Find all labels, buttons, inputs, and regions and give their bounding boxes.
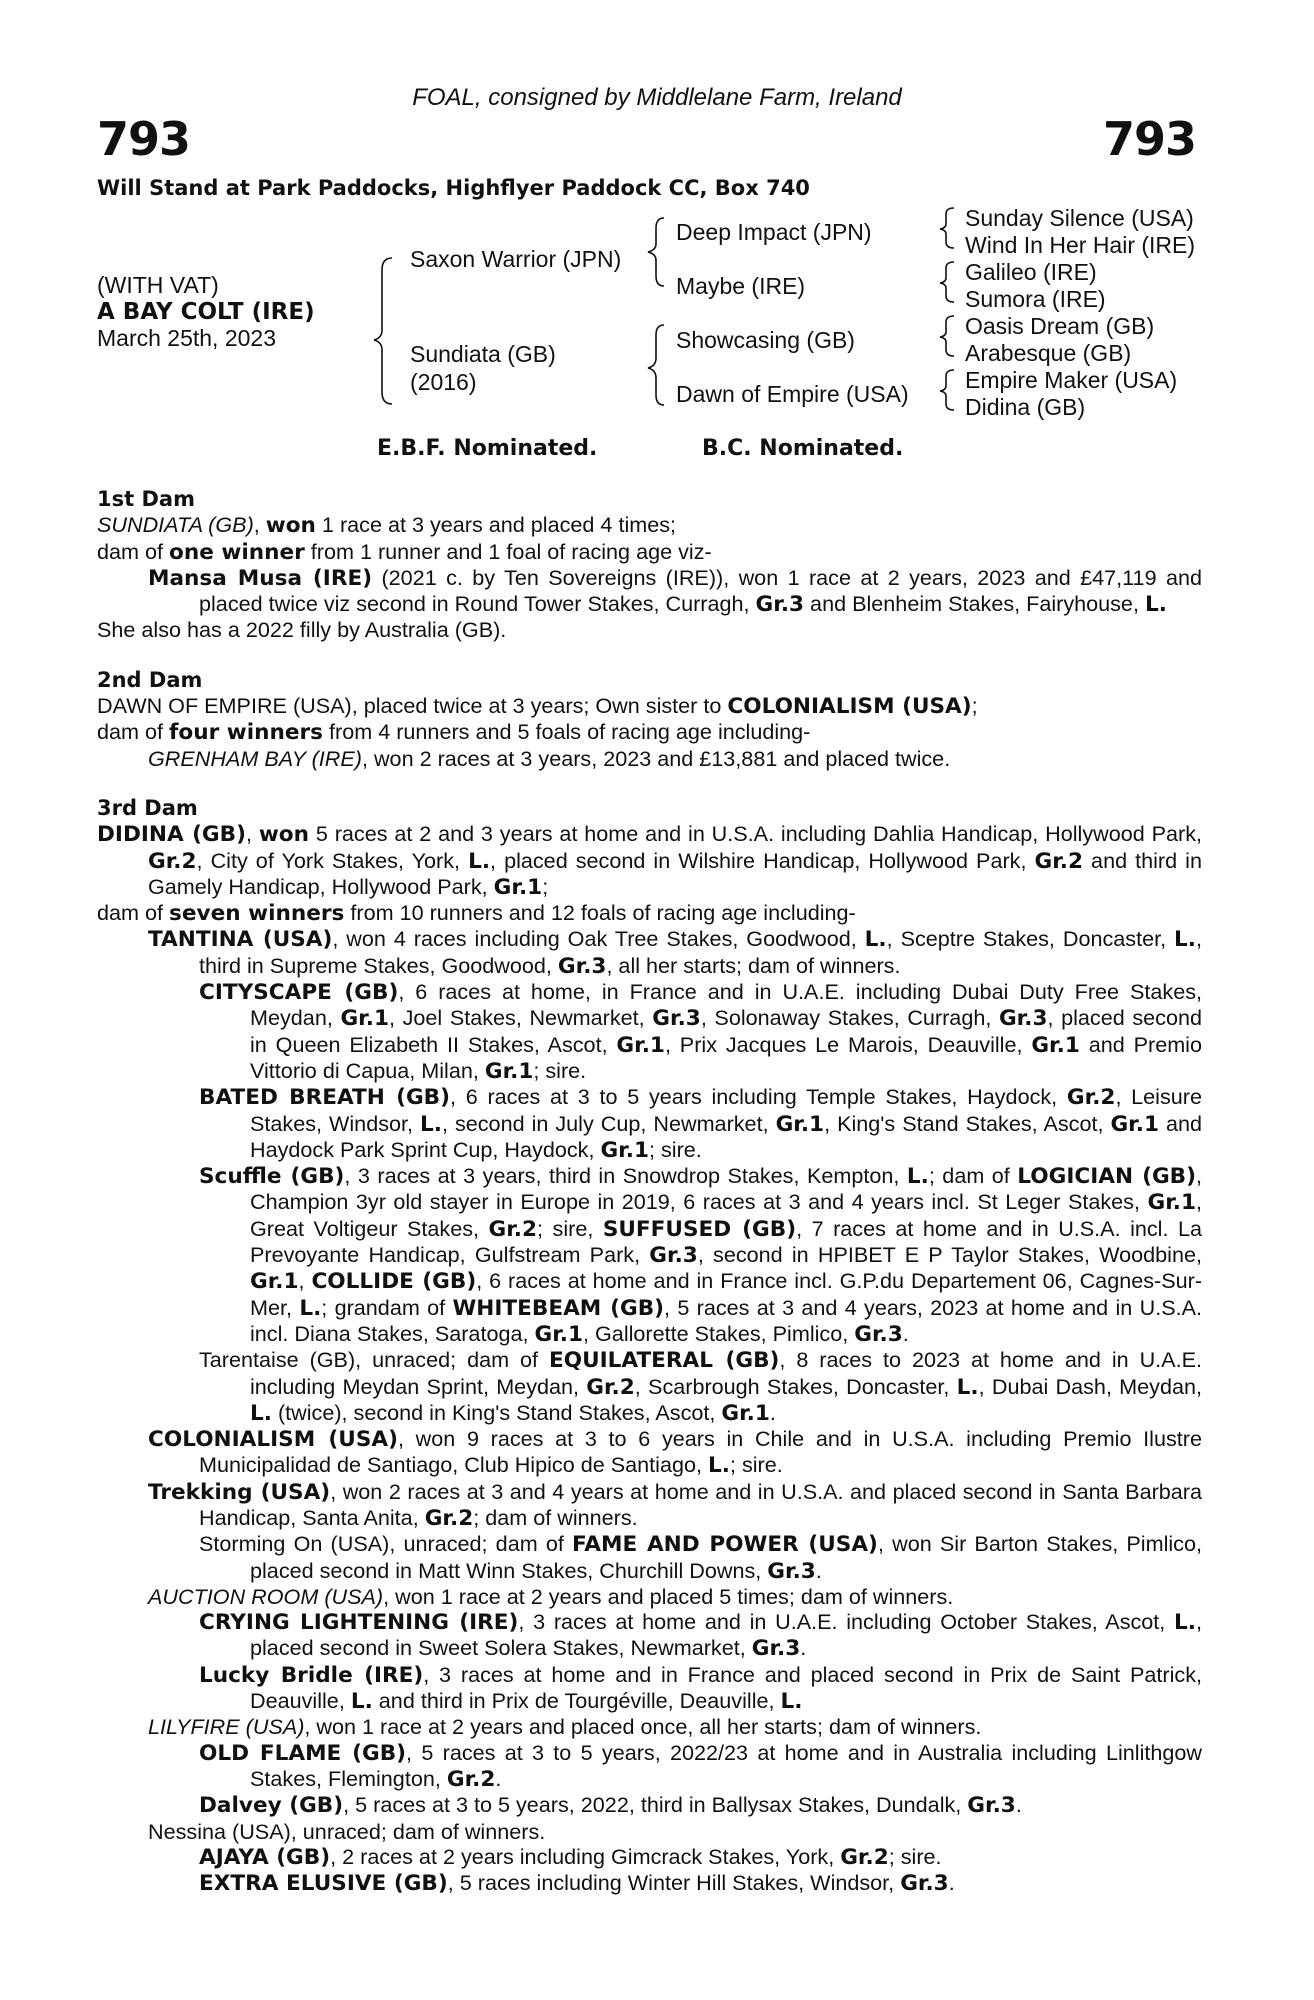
- record-entry: She also has a 2022 filly by Australia (GB).: [97, 617, 507, 643]
- record-entry: Dalvey (GB), 5 races at 3 to 5 years, 2022, third in Ballysax Stakes, Dundalk, Gr.3.: [199, 1792, 1022, 1819]
- dam-year: (2016): [410, 369, 477, 395]
- consignment-line: FOAL, consigned by Middlelane Farm, Ireland: [412, 84, 902, 111]
- ggp-2: Wind In Her Hair (IRE): [965, 232, 1196, 258]
- ggp-8: Didina (GB): [965, 394, 1086, 420]
- vat-label: (WITH VAT): [97, 272, 219, 298]
- section-heading: 1st Dam: [97, 487, 195, 511]
- ggp-6: Arabesque (GB): [965, 340, 1132, 366]
- record-entry: Trekking (USA), won 2 races at 3 and 4 years at home and in U.S.A. and placed second in Santa Barbara Handicap, Santa Anita, Gr.2; dam of winners.: [148, 1478, 1202, 1531]
- record-entry: CRYING LIGHTENING (IRE), 3 races at home and in U.A.E. including October Stakes, Ascot, L., placed second in Sweet Solera Stakes, Newmarket, Gr.3.: [199, 1609, 1202, 1662]
- record-entry: SUNDIATA (GB), won 1 race at 3 years and placed 4 times;: [97, 512, 677, 539]
- record-entry: COLONIALISM (USA), won 9 races at 3 to 6 years in Chile and in U.S.A. including Premio Ilustre Municipalidad de Santiago, Club Hipico de Santiago, L.; sire.: [148, 1426, 1202, 1479]
- stand-location: Will Stand at Park Paddocks, Highflyer Paddock CC, Box 740: [97, 176, 810, 200]
- record-entry: dam of one winner from 1 runner and 1 foal of racing age viz-: [97, 538, 712, 565]
- birth-date: March 25th, 2023: [97, 325, 277, 351]
- ebf-nomination: E.B.F. Nominated.: [377, 436, 598, 461]
- record-entry: Scuffle (GB), 3 races at 3 years, third in Snowdrop Stakes, Kempton, L.; dam of LOGICIAN (GB), Champion 3yr old stayer in Europe in 2019, 6 races at 3 and 4 years incl. St Leger Stakes, Gr.1, Great Voltigeur Stakes, Gr.2; sire, SUFFUSED (GB), 7 races at home and in U.S.A. incl. La Prevoyante Handicap, Gulfstream Park, Gr.3, second in HPIBET E P Taylor Stakes, Woodbine, Gr.1, COLLIDE (GB), 6 races at home and in France incl. G.P.du Departement 06, Cagnes-Sur-Mer, L.; grandam of WHITEBEAM (GB), 5 races at 3 and 4 years, 2023 at home and in U.S.A. incl. Diana Stakes, Saratoga, Gr.1, Gallorette Stakes, Pimlico, Gr.3.: [199, 1163, 1203, 1347]
- horse-name: A BAY COLT (IRE): [97, 299, 315, 325]
- record-entry: Storming On (USA), unraced; dam of FAME AND POWER (USA), won Sir Barton Stakes, Pimlico, placed second in Matt Winn Stakes, Churchill Downs, Gr.3.: [199, 1531, 1202, 1584]
- bc-nomination: B.C. Nominated.: [702, 436, 904, 461]
- record-entry: dam of seven winners from 10 runners and 12 foals of racing age including-: [97, 900, 856, 927]
- record-entry: Nessina (USA), unraced; dam of winners.: [148, 1818, 546, 1844]
- record-entry: TANTINA (USA), won 4 races including Oak Tree Stakes, Goodwood, L., Sceptre Stakes, Doncaster, L., third in Supreme Stakes, Goodwood, Gr.3, all her starts; dam of winners.: [148, 926, 1202, 979]
- produce-record: [97, 487, 1202, 1896]
- sire-name: Saxon Warrior (JPN): [410, 246, 622, 272]
- lot-number-left: 793: [97, 112, 191, 166]
- record-entry: AJAYA (GB), 2 races at 2 years including Gimcrack Stakes, York, Gr.2; sire.: [199, 1843, 942, 1870]
- ggp-5: Oasis Dream (GB): [965, 313, 1155, 339]
- record-entry: GRENHAM BAY (IRE), won 2 races at 3 years, 2023 and £13,881 and placed twice.: [148, 745, 951, 771]
- section-gap: [97, 643, 1202, 668]
- sire-dam-name: Maybe (IRE): [676, 273, 806, 299]
- ggp-3: Galileo (IRE): [965, 259, 1097, 285]
- record-entry: EXTRA ELUSIVE (GB), 5 races including Winter Hill Stakes, Windsor, Gr.3.: [199, 1870, 955, 1897]
- sire-sire-name: Deep Impact (JPN): [676, 219, 872, 245]
- ggp-1: Sunday Silence (USA): [965, 205, 1194, 231]
- section-heading: 2nd Dam: [97, 667, 203, 692]
- record-entry: Lucky Bridle (IRE), 3 races at home and in France and placed second in Prix de Saint Patrick, Deauville, L. and third in Prix de Tourgéville, Deauville, L.: [199, 1661, 1203, 1715]
- record-entry: LILYFIRE (USA), won 1 race at 2 years and placed once, all her starts; dam of winners.: [148, 1714, 982, 1740]
- dam-dam-name: Dawn of Empire (USA): [676, 381, 909, 407]
- record-entry: AUCTION ROOM (USA), won 1 race at 2 years and placed 5 times; dam of winners.: [148, 1583, 954, 1609]
- record-entry: OLD FLAME (GB), 5 races at 3 to 5 years, 2022/23 at home and in Australia including Linlithgow Stakes, Flemington, Gr.2.: [199, 1739, 1202, 1792]
- record-entry: DIDINA (GB), won 5 races at 2 and 3 years at home and in U.S.A. including Dahlia Handicap, Hollywood Park, Gr.2, City of York Stakes, York, L., placed second in Wilshire Handicap, Hollywood Park, Gr.2 and third in Gamely Handicap, Hollywood Park, Gr.1;: [97, 821, 1202, 900]
- lot-number-right: 793: [1102, 112, 1196, 166]
- ggp-4: Sumora (IRE): [965, 286, 1106, 312]
- section-heading: 3rd Dam: [97, 795, 198, 820]
- dam-sire-name: Showcasing (GB): [676, 327, 855, 353]
- dam-name: Sundiata (GB): [410, 341, 556, 367]
- record-entry: BATED BREATH (GB), 6 races at 3 to 5 years including Temple Stakes, Haydock, Gr.2, Leisure Stakes, Windsor, L., second in July Cup, Newmarket, Gr.1, King's Stand Stakes, Ascot, Gr.1 and Haydock Park Sprint Cup, Haydock, Gr.1; sire.: [199, 1084, 1203, 1163]
- record-entry: Mansa Musa (IRE) (2021 c. by Ten Sovereigns (IRE)), won 1 race at 2 years, 2023 and £47,119 and placed twice viz second in Round Tower Stakes, Curragh, Gr.3 and Blenheim Stakes, Fairyhouse, L.: [148, 564, 1202, 618]
- record-entry: DAWN OF EMPIRE (USA), placed twice at 3 years; Own sister to COLONIALISM (USA);: [97, 693, 978, 720]
- section-gap: [97, 771, 1202, 796]
- ggp-7: Empire Maker (USA): [965, 367, 1178, 393]
- record-entry: Tarentaise (GB), unraced; dam of EQUILATERAL (GB), 8 races to 2023 at home and in U.A.E. including Meydan Sprint, Meydan, Gr.2, Scarbrough Stakes, Doncaster, L., Dubai Dash, Meydan, L. (twice), second in King's Stand Stakes, Ascot, Gr.1.: [199, 1347, 1203, 1426]
- record-entry: CITYSCAPE (GB), 6 races at home, in France and in U.A.E. including Dubai Duty Free Stakes, Meydan, Gr.1, Joel Stakes, Newmarket, Gr.3, Solonaway Stakes, Curragh, Gr.3, placed second in Queen Elizabeth II Stakes, Ascot, Gr.1, Prix Jacques Le Marois, Deauville, Gr.1 and Premio Vittorio di Capua, Milan, Gr.1; sire.: [199, 979, 1202, 1084]
- record-entry: dam of four winners from 4 runners and 5 foals of racing age including-: [97, 719, 811, 746]
